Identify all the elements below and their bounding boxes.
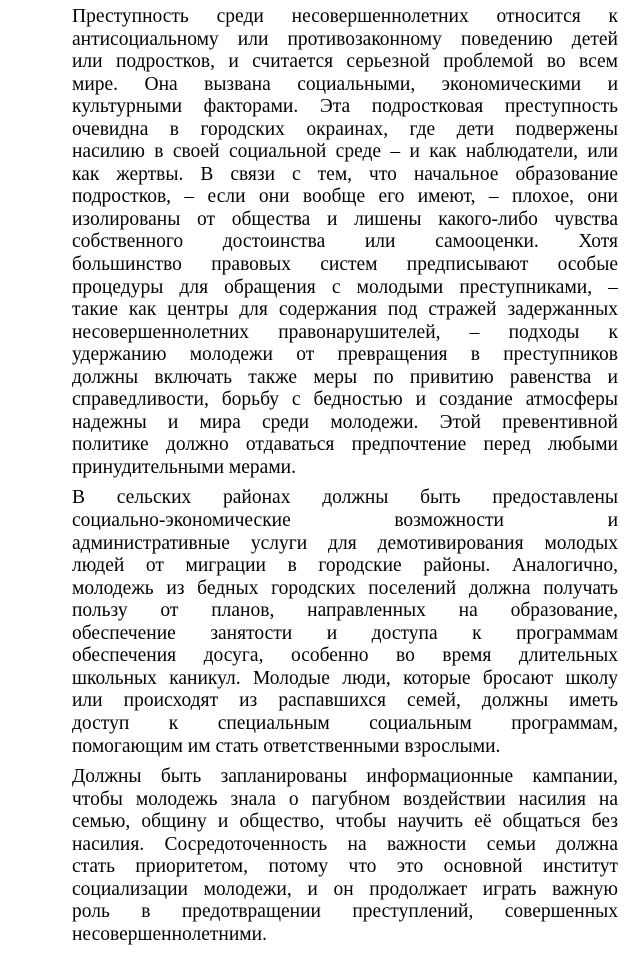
text-line: удержанию молодежи от превращения в преступников <box>72 344 618 366</box>
text-line: насилию в своей социальной среде – и как наблюдатели, или <box>72 141 618 163</box>
text-line: Должны быть запланированы информационные кампании, <box>72 766 618 788</box>
text-line: молодежь из бедных городских поселений должна получать <box>72 577 618 599</box>
text-line: школьных каникул. Молодые люди, которые бросают школу <box>72 667 618 689</box>
text-line: обеспечение занятости и доступа к программам <box>72 622 618 644</box>
document-text <box>72 6 618 954</box>
text-line: доступ к специальным социальным программам, <box>72 712 618 734</box>
text-line: людей от миграции в городские районы. Аналогично, <box>72 555 618 577</box>
text-line: несовершеннолетних правонарушителей, – подходы к <box>72 321 618 343</box>
text-line: должны включать также меры по привитию равенства и <box>72 366 618 388</box>
text-line: чтобы молодежь знала о пагубном воздействии насилия на <box>72 788 618 810</box>
text-line: пользу от планов, направленных на образование, <box>72 600 618 622</box>
text-line: В сельских районах должны быть предоставлены <box>72 487 618 509</box>
text-line: культурными факторами. Эта подростковая преступность <box>72 96 618 118</box>
text-line: большинство правовых систем предписывают особые <box>72 254 618 276</box>
text-line: социально-экономические возможности и <box>72 510 618 532</box>
paragraph-3 <box>72 766 618 946</box>
text-line: собственного достоинства или самооценки. Хотя <box>72 231 618 253</box>
text-line: несовершеннолетними. <box>72 923 267 945</box>
text-line: мире. Она вызвана социальными, экономическими и <box>72 73 618 95</box>
text-line: очевидна в городских окраинах, где дети подвержены <box>72 118 618 140</box>
text-line: помогающим им стать ответственными взрослыми. <box>72 735 501 757</box>
text-line: принудительными мерами. <box>72 456 296 478</box>
paragraph-1 <box>72 6 618 479</box>
text-line: антисоциальному или противозаконному поведению детей <box>72 28 618 50</box>
text-line: стать приоритетом, потому что это основной институт <box>72 856 618 878</box>
text-line: обеспечения досуга, особенно во время длительных <box>72 645 618 667</box>
text-line: как жертвы. В связи с тем, что начальное образование <box>72 163 618 185</box>
text-line: Преступность среди несовершеннолетних относится к <box>72 6 618 27</box>
text-line: роль в предотвращении преступлений, совершенных <box>72 901 618 923</box>
text-line: надежны и мира среди молодежи. Этой превентивной <box>72 411 618 433</box>
text-line: подростков, – если они вообще его имеют, – плохое, они <box>72 186 618 208</box>
text-line: такие как центры для содержания под стражей задержанных <box>72 299 618 321</box>
text-line: социализации молодежи, и он продолжает играть важную <box>72 878 618 900</box>
text-line: административные услуги для демотивирования молодых <box>72 532 618 554</box>
text-line: политике должно отдаваться предпочтение перед любыми <box>72 434 618 456</box>
text-line: справедливости, борьбу с бедностью и создание атмосферы <box>72 389 618 411</box>
text-line: насилия. Сосредоточенность на важности семьи должна <box>72 833 618 855</box>
text-line: или подростков, и считается серьезной проблемой во всем <box>72 51 618 73</box>
paragraph-2 <box>72 487 618 758</box>
text-line: процедуры для обращения с молодыми преступниками, – <box>72 276 618 298</box>
text-line: семью, общину и общество, чтобы научить её общаться без <box>72 811 618 833</box>
text-line: или происходят из распавшихся семей, должны иметь <box>72 690 618 712</box>
text-line: изолированы от общества и лишены какого-либо чувства <box>72 208 618 230</box>
